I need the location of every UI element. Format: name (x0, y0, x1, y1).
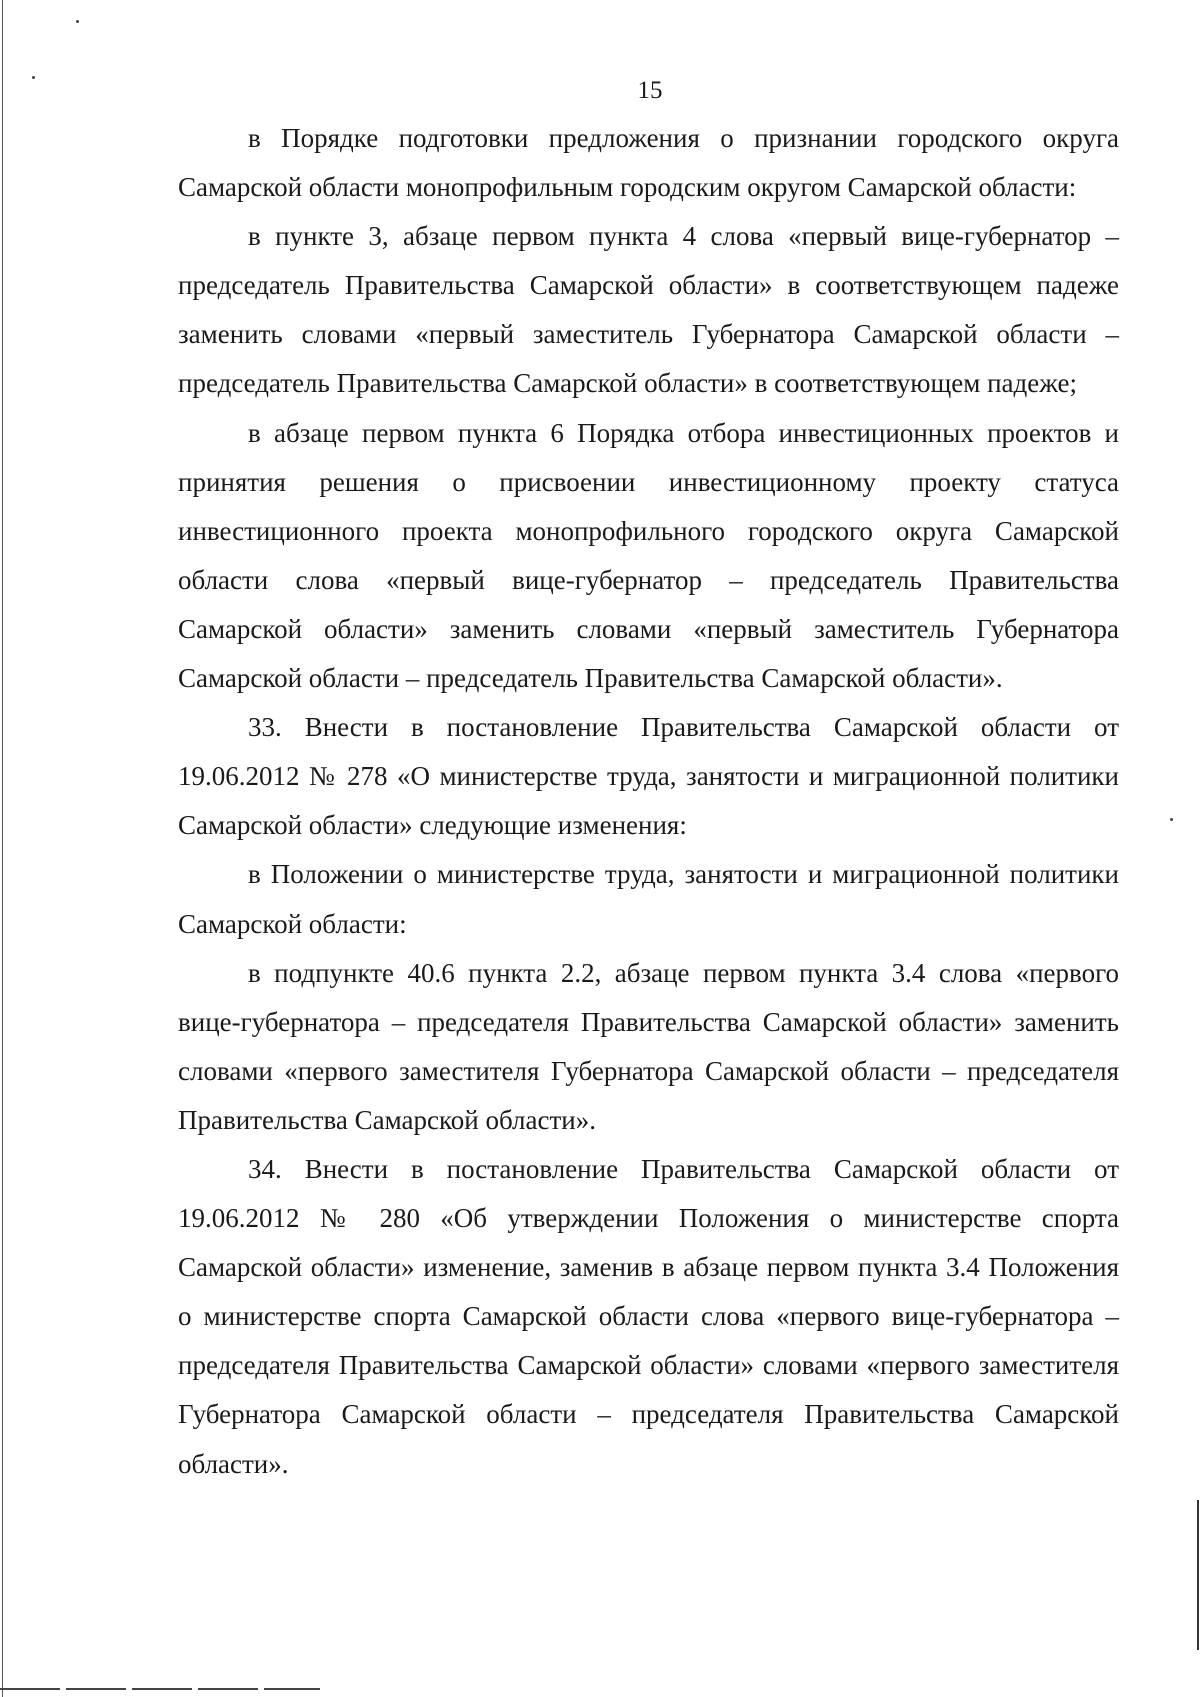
paragraph-regulation-labor: в Положении о министерстве труда, занятости и миграционной политики Самарской области: (178, 859, 1119, 939)
scan-speck (1170, 818, 1173, 821)
paragraph-item-3-4: в пункте 3, абзаце первом пункта 4 слова «первый вице-губернатор – председатель Правительства Самарской области» в соответствующем падеже заменить словами «первый заместитель Губернатора Самарской области – председатель Правительства Самарской области» в соответствующем падеже; (178, 221, 1119, 399)
paragraph-section-34: 34. Внести в постановление Правительства Самарской области от 19.06.2012 № 280 «Об утверждении Положения о министерстве спорта Самарской области» изменение, заменив в абзаце первом пункта 3.4 Положения о министерстве спорта Самарской области слова «первого вице-губернатора – председателя Правительства Самарской области» словами «первого заместителя Губернатора Самарской области – председателя Правительства Самарской области». (178, 1153, 1119, 1479)
scan-bottom-edge (0, 1688, 320, 1690)
scan-left-edge (2, 0, 3, 1697)
scan-right-edge (1197, 1500, 1199, 1650)
paragraph-section-33: 33. Внести в постановление Правительства Самарской области от 19.06.2012 № 278 «О министерстве труда, занятости и миграционной политики Самарской области» следующие изменения: (178, 712, 1119, 841)
scan-speck (76, 20, 79, 23)
paragraph-subitem-40-6: в подпункте 40.6 пункта 2.2, абзаце первом пункта 3.4 слова «первого вице-губернатора – председателя Правительства Самарской области» заменить словами «первого заместителя Губернатора Самарской области – председателя Правительства Самарской области». (178, 957, 1119, 1135)
document-body (178, 114, 1119, 1489)
paragraph-item-6: в абзаце первом пункта 6 Порядка отбора инвестиционных проектов и принятия решения о присвоении инвестиционному проекту статуса инвестиционного проекта монопрофильного городского округа Самарской области слова «первый вице-губернатор – председатель Правительства Самарской области» заменить словами «первый заместитель Губернатора Самарской области – председатель Правительства Самарской области». (178, 417, 1119, 694)
page-number: 15 (637, 77, 663, 104)
paragraph-procedure-intro: в Порядке подготовки предложения о признании городского округа Самарской области монопрофильным городским округом Самарской области: (178, 123, 1119, 203)
